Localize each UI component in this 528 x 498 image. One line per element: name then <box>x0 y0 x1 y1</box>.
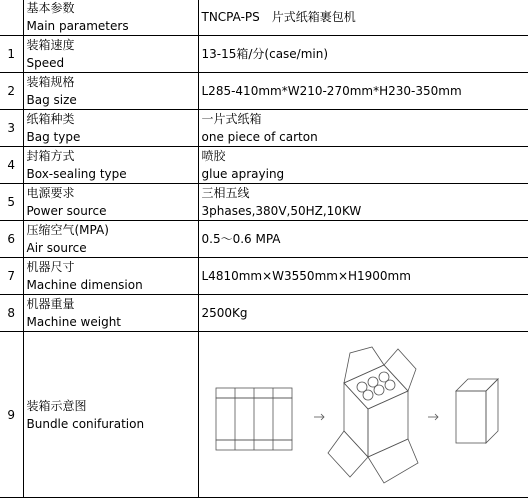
row-number: 3 <box>0 110 23 147</box>
param-label-cn: 纸箱种类 <box>26 112 75 126</box>
carton-wrapping-illustration <box>202 335 524 495</box>
param-label-cn: 装箱示意图 <box>26 398 87 413</box>
param-label-en: Bundle conifuration <box>26 416 145 431</box>
param-label <box>23 258 198 295</box>
param-label <box>23 332 198 498</box>
param-value <box>198 184 528 221</box>
param-value <box>198 36 528 73</box>
machine-title: TNCPA-PS 片式纸箱裹包机 <box>201 10 356 24</box>
param-label-en: Machine weight <box>26 315 122 329</box>
param-label-en: Air source <box>26 241 87 255</box>
param-label-en: Main parameters <box>26 19 129 33</box>
param-label <box>23 147 198 184</box>
row-number: 8 <box>0 295 23 332</box>
param-value-text: glue apraying <box>201 167 285 181</box>
param-label-cn: 电源要求 <box>26 186 75 200</box>
row-number: 2 <box>0 73 23 110</box>
row-number: 6 <box>0 221 23 258</box>
row-number: 5 <box>0 184 23 221</box>
param-value <box>198 295 528 332</box>
param-value <box>198 110 528 147</box>
open-carton-with-bottles <box>328 347 418 483</box>
param-label <box>23 184 198 221</box>
param-value-text: 2500Kg <box>201 306 248 320</box>
param-label <box>23 221 198 258</box>
param-label-en: Power source <box>26 204 107 218</box>
table-row <box>0 332 528 498</box>
param-label-cn: 压缩空气(MPA) <box>26 223 109 237</box>
param-value-text: 0.5～0.6 MPA <box>201 232 281 246</box>
row-number <box>0 0 23 36</box>
param-label-en: Bag size <box>26 93 77 107</box>
arrow-icon <box>428 414 438 420</box>
table-row <box>0 184 528 221</box>
table-row <box>0 258 528 295</box>
table-row <box>0 147 528 184</box>
param-value-text: 三相五线 <box>201 186 250 200</box>
param-label <box>23 0 198 36</box>
param-label-cn: 机器尺寸 <box>26 260 75 274</box>
param-label-en: Machine dimension <box>26 278 143 292</box>
param-value-text: 一片式纸箱 <box>201 112 262 126</box>
param-value-text: one piece of carton <box>201 130 318 144</box>
bundle-diagram-cell <box>198 332 528 498</box>
table-row <box>0 73 528 110</box>
row-number: 9 <box>0 332 23 498</box>
param-label <box>23 295 198 332</box>
arrow-icon <box>314 414 324 420</box>
closed-carton <box>456 379 498 443</box>
flat-carton-blank <box>216 388 292 450</box>
param-value <box>198 221 528 258</box>
param-value-text: 3phases,380V,50HZ,10KW <box>201 204 362 218</box>
param-value-text: 喷胶 <box>201 149 226 163</box>
param-value <box>198 258 528 295</box>
param-label-en: Bag type <box>26 130 81 144</box>
table-row <box>0 295 528 332</box>
param-label <box>23 73 198 110</box>
param-label-en: Speed <box>26 56 65 70</box>
bundle-diagram <box>202 335 525 495</box>
param-value-text: L285-410mm*W210-270mm*H230-350mm <box>201 84 462 98</box>
table-row <box>0 36 528 73</box>
param-label <box>23 110 198 147</box>
row-number: 4 <box>0 147 23 184</box>
param-label-cn: 装箱速度 <box>26 38 75 52</box>
param-value <box>198 73 528 110</box>
param-label-cn: 装箱规格 <box>26 75 75 89</box>
param-label <box>23 36 198 73</box>
table-row <box>0 110 528 147</box>
param-label-cn: 封箱方式 <box>26 149 75 163</box>
param-value-text: 13-15箱/分(case/min) <box>201 47 329 61</box>
param-value <box>198 147 528 184</box>
param-label-en: Box-sealing type <box>26 167 127 181</box>
param-value-text: L4810mm×W3550mm×H1900mm <box>201 269 411 283</box>
param-value <box>198 0 528 36</box>
param-label-cn: 机器重量 <box>26 297 75 311</box>
table-row <box>0 221 528 258</box>
param-label-cn: 基本参数 <box>26 1 75 15</box>
row-number: 7 <box>0 258 23 295</box>
table-row <box>0 0 528 36</box>
row-number: 1 <box>0 36 23 73</box>
